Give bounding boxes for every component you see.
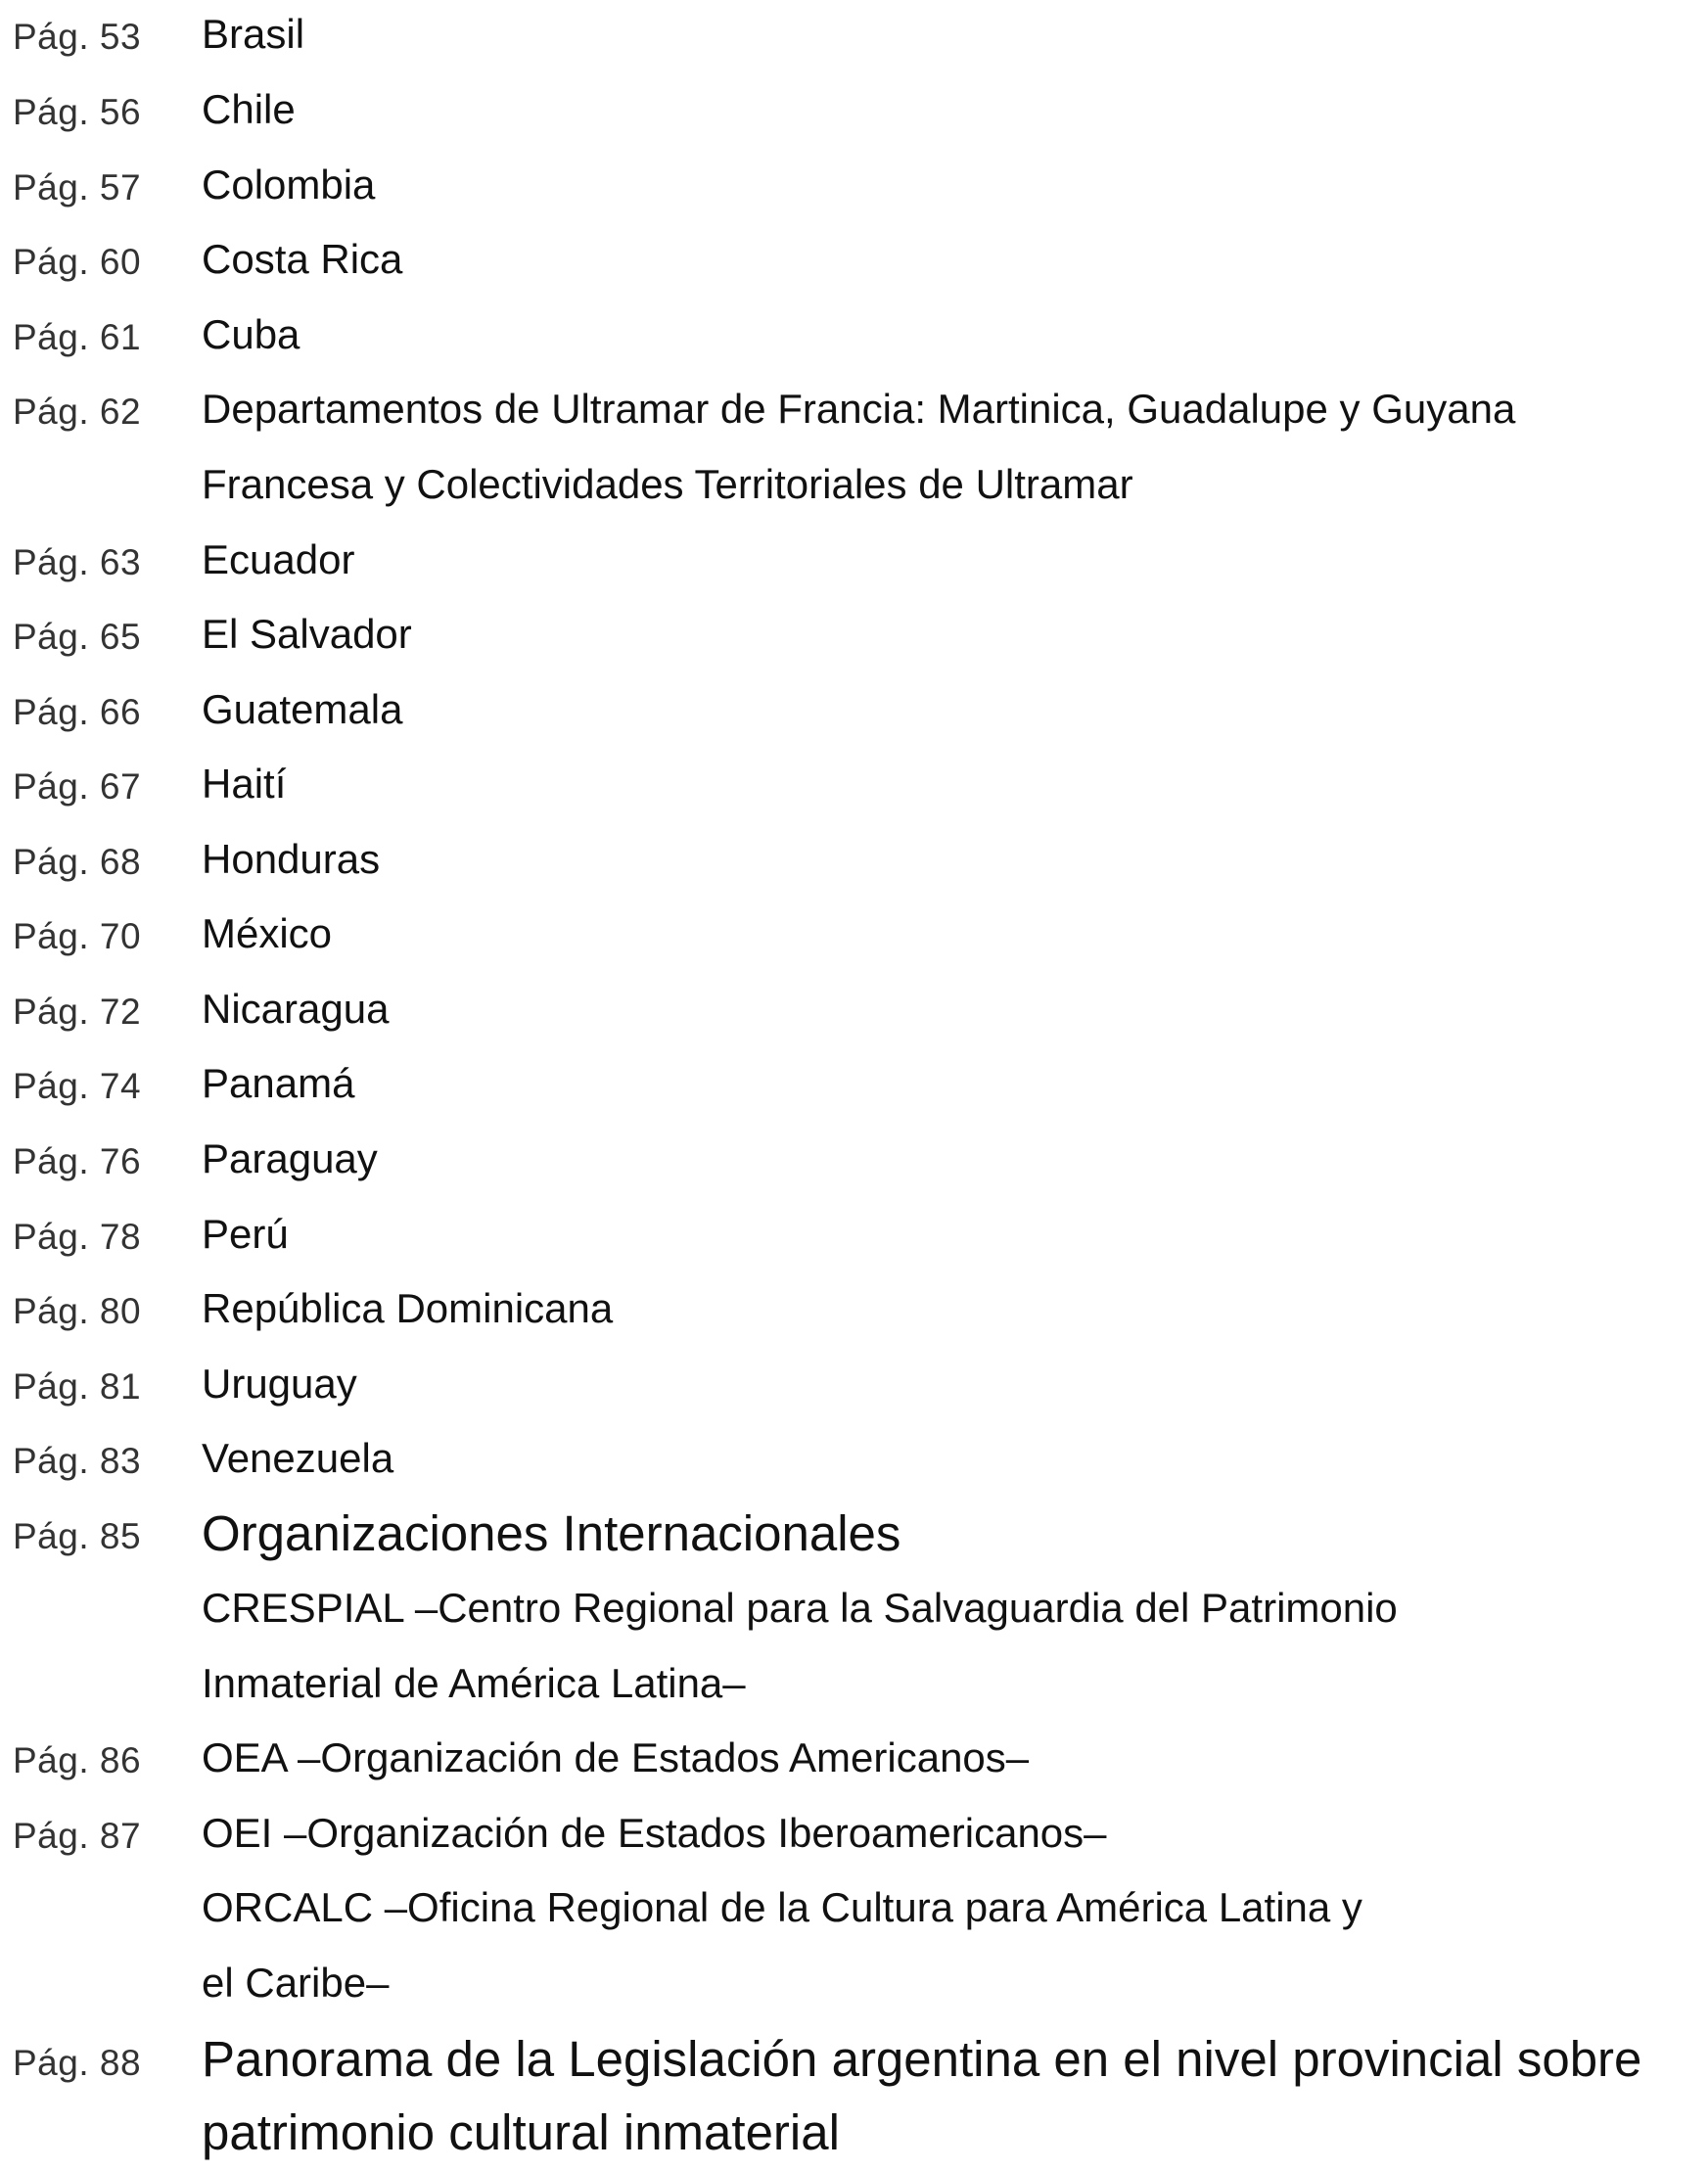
toc-entry-cuba[interactable] [0, 307, 1708, 366]
page-number: Pág. 67 [13, 766, 142, 807]
page-number: Pág. 66 [13, 692, 142, 732]
page-number: Pág. 88 [13, 2043, 142, 2083]
page-number: Pág. 61 [13, 317, 142, 357]
entry-title: Guatemala [202, 686, 403, 732]
entry-title: Cuba [202, 311, 300, 357]
page-number: Pág. 72 [13, 992, 142, 1032]
entry-title: Venezuela [202, 1435, 394, 1481]
page-number: Pág. 74 [13, 1066, 142, 1106]
toc-entry-venezuela[interactable] [0, 1431, 1708, 1490]
entry-title: CRESPIAL –Centro Regional para la Salvaguardia del Patrimonio [202, 1585, 1398, 1631]
entry-title: ORCALC –Oficina Regional de la Cultura para América Latina y [202, 1884, 1362, 1930]
entry-title: el Caribe– [202, 1960, 390, 2006]
entry-title: Honduras [202, 836, 381, 882]
page-number: Pág. 68 [13, 842, 142, 882]
toc-entry-colombia[interactable] [0, 158, 1708, 216]
toc-entry-nicaragua[interactable] [0, 982, 1708, 1040]
toc-entry-republica-dominicana[interactable] [0, 1281, 1708, 1340]
section-title: Panorama de la Legislación argentina en el nivel provincial sobre [202, 2031, 1642, 2087]
toc-entry-oei[interactable] [0, 1806, 1708, 1865]
toc-entry-continuation [0, 1956, 1708, 2014]
entry-title: Colombia [202, 162, 376, 208]
entry-title: Panamá [202, 1060, 355, 1106]
toc-entry-costa-rica[interactable] [0, 232, 1708, 291]
page-number: Pág. 53 [13, 17, 142, 57]
toc-section-continuation [0, 2102, 1708, 2168]
entry-title: México [202, 910, 333, 956]
toc-entry-el-salvador[interactable] [0, 607, 1708, 666]
page-number: Pág. 87 [13, 1816, 142, 1856]
page-number: Pág. 57 [13, 167, 142, 208]
entry-title: Francesa y Colectividades Territoriales de Ultramar [202, 461, 1133, 507]
entry-title: OEI –Organización de Estados Iberoamericanos– [202, 1810, 1107, 1856]
entry-title: Ecuador [202, 536, 355, 582]
toc-entry-departamentos-ultramar[interactable] [0, 382, 1708, 440]
toc-entry-mexico[interactable] [0, 906, 1708, 965]
page-number: Pág. 78 [13, 1217, 142, 1257]
entry-title: Inmaterial de América Latina– [202, 1660, 746, 1706]
page-number: Pág. 85 [13, 1516, 142, 1556]
toc-section-organizaciones[interactable] [0, 1502, 1708, 1567]
section-title: patrimonio cultural inmaterial [202, 2104, 840, 2160]
toc-entry-crespial[interactable] [0, 1581, 1708, 1640]
toc-entry-paraguay[interactable] [0, 1132, 1708, 1190]
page-number: Pág. 81 [13, 1366, 142, 1407]
toc-entry-chile[interactable] [0, 82, 1708, 141]
toc-entry-ecuador[interactable] [0, 532, 1708, 591]
entry-title: Uruguay [202, 1361, 357, 1407]
section-title: Organizaciones Internacionales [202, 1505, 901, 1561]
page-number: Pág. 60 [13, 242, 142, 282]
toc-entry-orcalc[interactable] [0, 1880, 1708, 1939]
toc-entry-panama[interactable] [0, 1056, 1708, 1115]
toc-entry-continuation [0, 1656, 1708, 1715]
entry-title: Perú [202, 1211, 289, 1257]
toc-entry-peru[interactable] [0, 1207, 1708, 1266]
toc-entry-guatemala[interactable] [0, 682, 1708, 741]
entry-title: El Salvador [202, 611, 412, 657]
page-number: Pág. 65 [13, 617, 142, 657]
entry-title: Haití [202, 761, 287, 807]
page-number: Pág. 86 [13, 1740, 142, 1780]
page-number: Pág. 63 [13, 542, 142, 582]
entry-title: Brasil [202, 11, 305, 57]
entry-title: Nicaragua [202, 986, 390, 1032]
toc-entry-honduras[interactable] [0, 832, 1708, 891]
entry-title: OEA –Organización de Estados Americanos– [202, 1734, 1030, 1780]
toc-entry-oea[interactable] [0, 1731, 1708, 1789]
toc-entry-continuation [0, 457, 1708, 516]
toc-entry-uruguay[interactable] [0, 1357, 1708, 1415]
page-number: Pág. 70 [13, 916, 142, 956]
page-number: Pág. 83 [13, 1441, 142, 1481]
page-number: Pág. 76 [13, 1141, 142, 1181]
page-number: Pág. 62 [13, 392, 142, 432]
entry-title: Costa Rica [202, 236, 403, 282]
entry-title: República Dominicana [202, 1285, 614, 1331]
entry-title: Departamentos de Ultramar de Francia: Martinica, Guadalupe y Guyana [202, 386, 1516, 432]
page-number: Pág. 80 [13, 1291, 142, 1331]
toc-section-panorama[interactable] [0, 2028, 1708, 2095]
entry-title: Paraguay [202, 1135, 378, 1181]
toc-entry-brasil[interactable] [0, 7, 1708, 66]
toc-entry-haiti[interactable] [0, 757, 1708, 815]
entry-title: Chile [202, 86, 296, 132]
page-number: Pág. 56 [13, 92, 142, 132]
